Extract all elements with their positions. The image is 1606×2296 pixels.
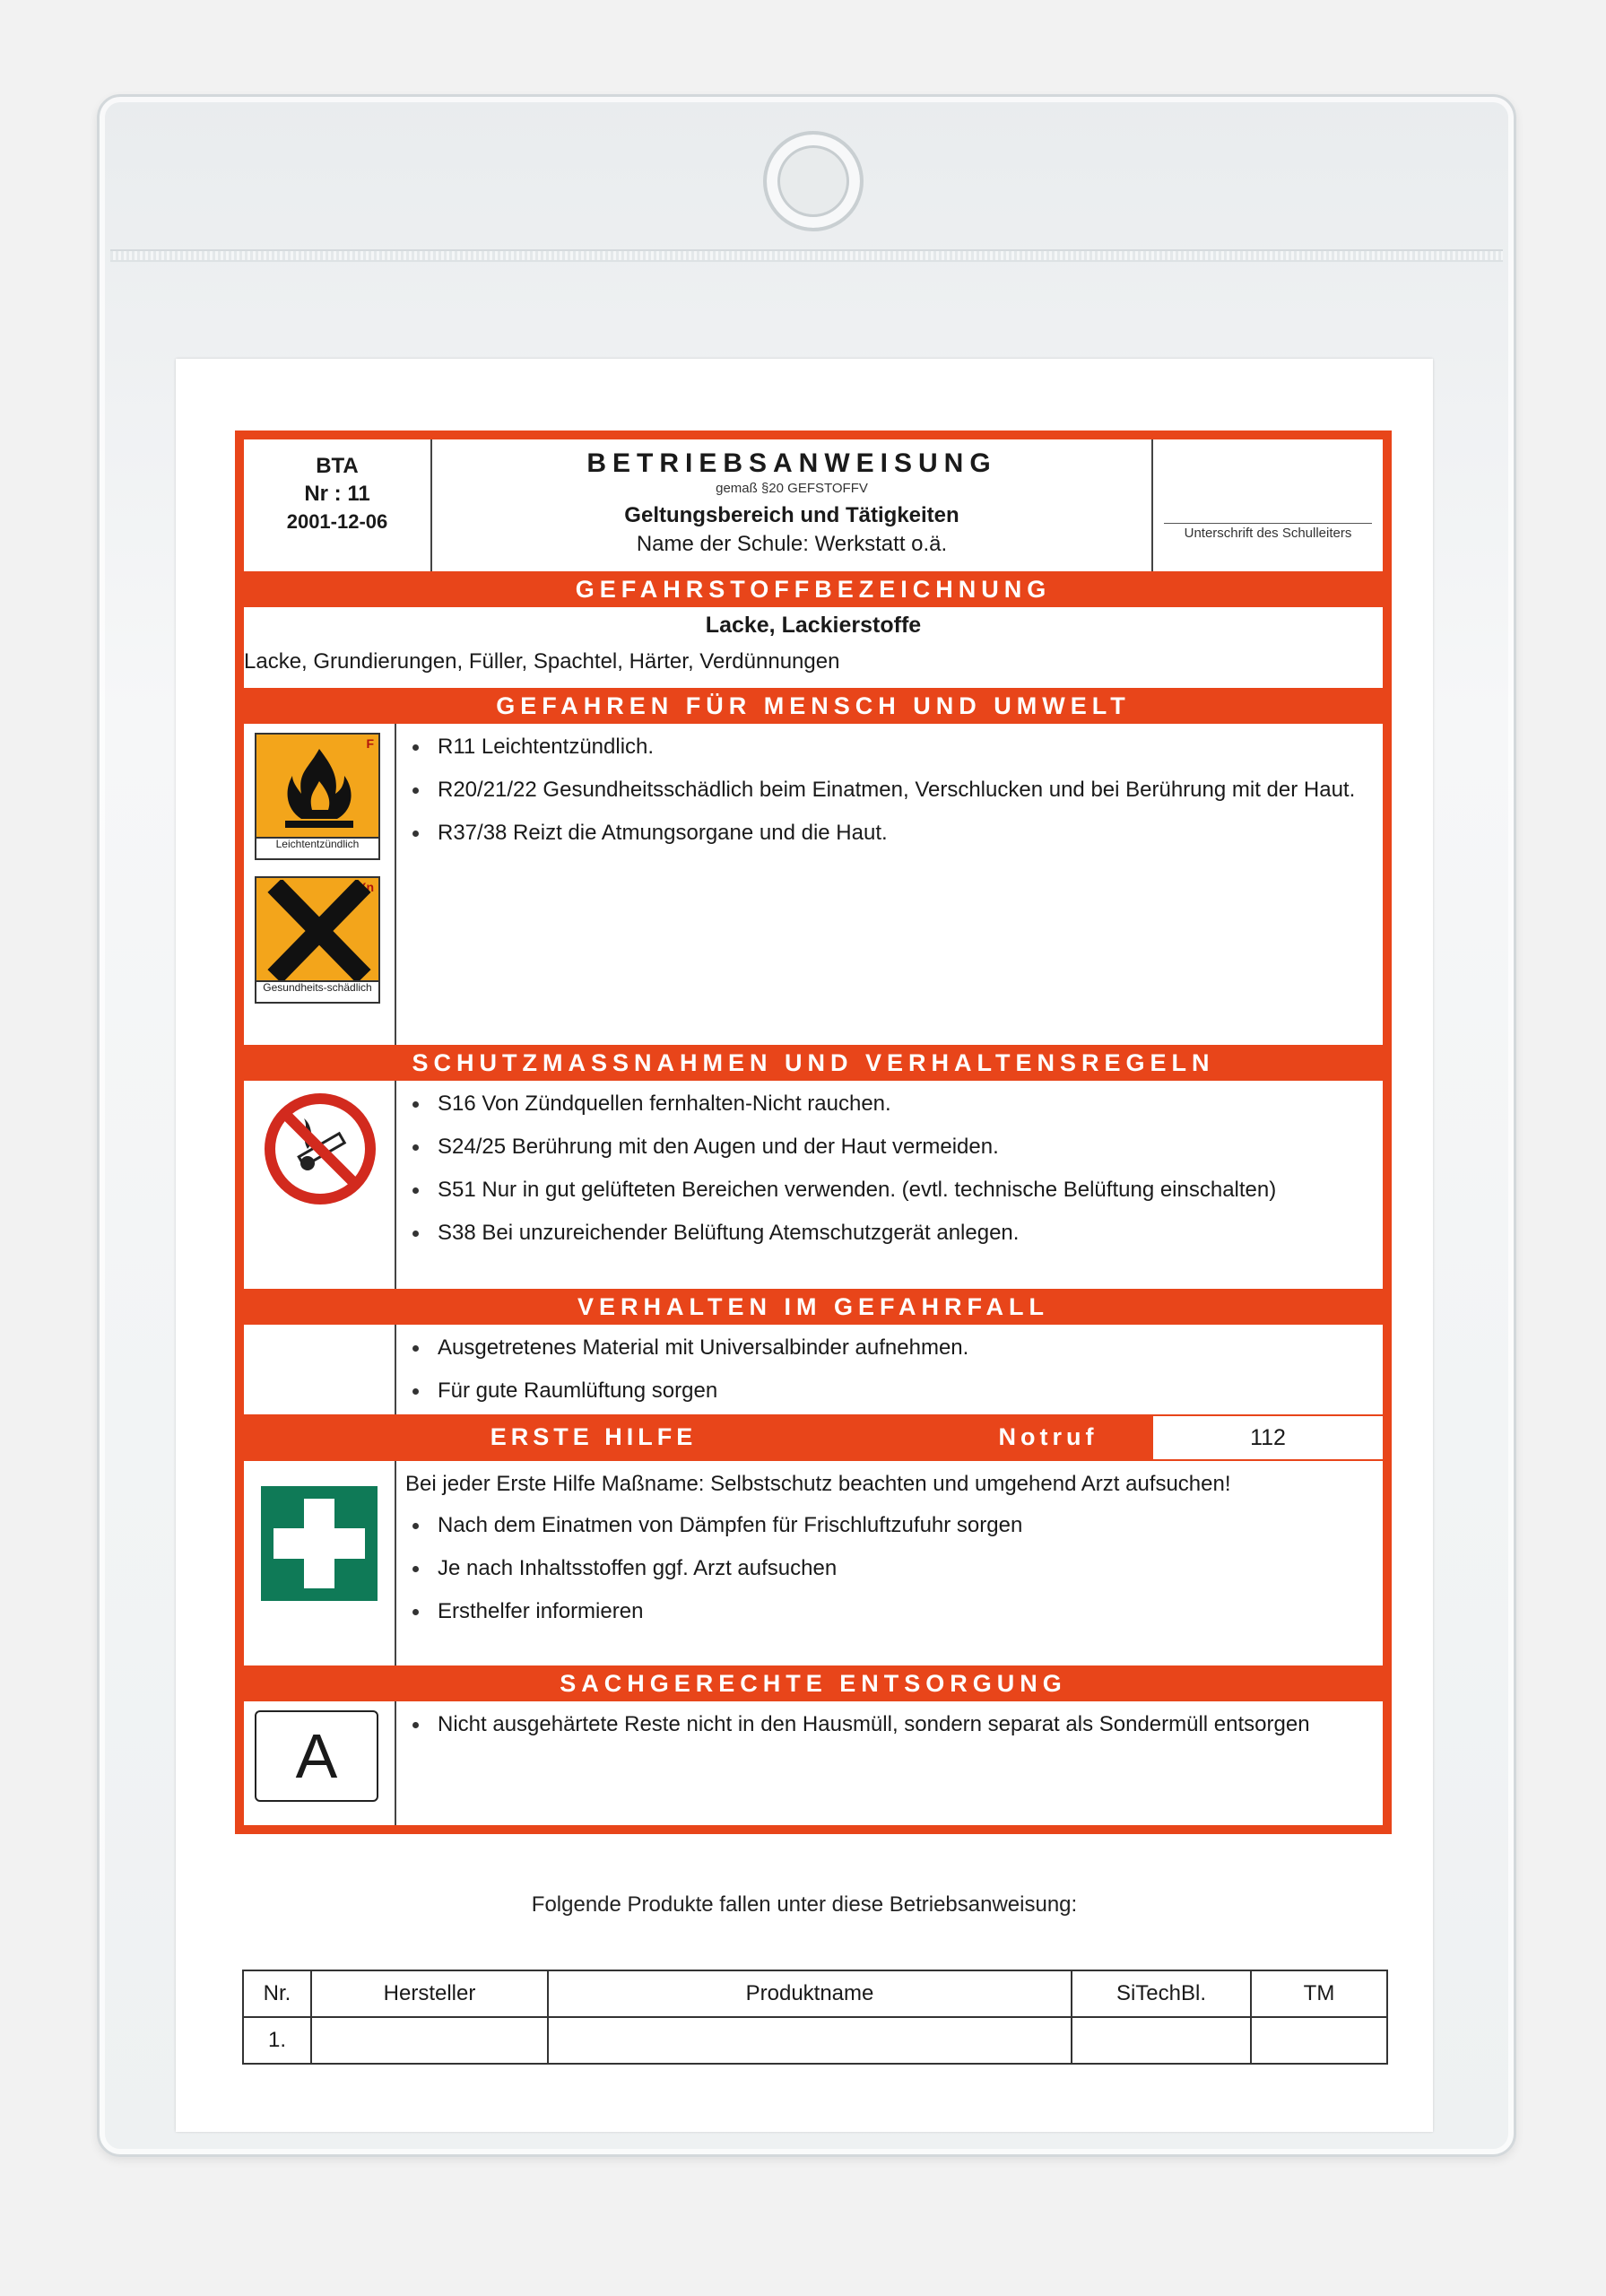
substance-list: Lacke, Grundierungen, Füller, Spachtel, Härter, Verdünnungen: [244, 649, 840, 674]
band-schutz: SCHUTZMASSNAHMEN UND VERHALTENSREGELN: [244, 1045, 1383, 1081]
first-aid-icon: [261, 1486, 378, 1601]
list-item: Ausgetretenes Material mit Universalbinder aufnehmen.: [405, 1334, 1368, 1362]
section-gefahrstoff: [244, 607, 1383, 688]
table-cell[interactable]: [311, 2017, 548, 2064]
table-header-row: [243, 1970, 1387, 2017]
band-verhalten: VERHALTEN IM GEFAHRFALL: [244, 1289, 1383, 1325]
document-subtitle: gemaß §20 GEFSTOFFV: [716, 481, 868, 496]
section-schutz: [244, 1081, 1383, 1289]
x-cross-label: Gesundheits-schädlich: [256, 980, 378, 1002]
first-aid-intro: Bei jeder Erste Hilfe Maßname: Selbstschutz beachten und umgehend Arzt aufsuchen!: [405, 1472, 1231, 1496]
protective-measures: [396, 1081, 1383, 1289]
hanging-hole: [763, 131, 864, 231]
title-block: [432, 439, 1153, 571]
band-gefahren: GEFAHREN FÜR MENSCH UND UMWELT: [244, 688, 1383, 724]
hazard-symbols: [244, 724, 396, 1045]
first-aid-measures: [396, 1461, 1383, 1665]
products-table: [242, 1970, 1388, 2065]
disposal-instructions: [396, 1701, 1383, 1825]
substance-name: Lacke, Lackierstoffe: [705, 613, 922, 638]
form-header: [244, 439, 1383, 571]
bta-block: [244, 439, 432, 571]
table-cell: 1.: [243, 2017, 311, 2064]
list-item: Nicht ausgehärtete Reste nicht in den Hausmüll, sondern separat als Sondermüll entsorgen: [405, 1710, 1368, 1739]
flame-label: Leichtentzündlich: [256, 837, 378, 858]
x-cross-icon: Xn Gesundheits-schädlich: [255, 876, 380, 1004]
bta-number: Nr : 11: [304, 482, 370, 506]
first-aid-title: ERSTE HILFE: [490, 1422, 698, 1450]
list-item: R37/38 Reizt die Atmungsorgane und die Haut.: [405, 819, 1368, 848]
list-item: S38 Bei unzureichender Belüftung Atemschutzgerät anlegen.: [405, 1219, 1368, 1248]
scope-label: Geltungsbereich und Tätigkeiten: [624, 503, 959, 527]
list-item: R20/21/22 Gesundheitsschädlich beim Einatmen, Verschlucken und bei Berührung mit der Haut.: [405, 776, 1368, 804]
hazard-statements: [396, 724, 1383, 1045]
emergency-number: 112: [1153, 1414, 1383, 1459]
table-cell[interactable]: [548, 2017, 1072, 2064]
first-aid-symbol: [244, 1461, 396, 1665]
col-tm: TM: [1251, 1970, 1387, 2017]
band-gefahrstoff: GEFAHRSTOFFBEZEICHNUNG: [244, 571, 1383, 607]
col-produktname: Produktname: [548, 1970, 1072, 2017]
no-smoking-icon: [257, 1086, 383, 1212]
emergency-call-label: Notruf: [998, 1422, 1098, 1450]
col-hersteller: Hersteller: [311, 1970, 548, 2017]
col-nr: Nr.: [243, 1970, 311, 2017]
section-entsorgung: [244, 1701, 1383, 1825]
band-erste-hilfe: [244, 1414, 1383, 1459]
operating-instruction-form: [235, 430, 1392, 1834]
table-cell[interactable]: [1251, 2017, 1387, 2064]
section-verhalten: [244, 1325, 1383, 1414]
list-item: R11 Leichtentzündlich.: [405, 733, 1368, 761]
bta-label: BTA: [316, 454, 359, 478]
section-gefahren: [244, 724, 1383, 1045]
list-item: Je nach Inhaltsstoffen ggf. Arzt aufsuchen: [405, 1554, 1368, 1583]
sleeve-seal: [110, 249, 1503, 262]
disposal-letter-box: A: [255, 1710, 378, 1802]
signature-label: Unterschrift des Schulleiters: [1164, 523, 1372, 541]
empty-symbol-cell: [244, 1325, 396, 1414]
emergency-behaviour: [396, 1325, 1383, 1414]
list-item: S51 Nur in gut gelüfteten Bereichen verwenden. (evtl. technische Belüftung einschalten): [405, 1176, 1368, 1205]
list-item: S16 Von Zündquellen fernhalten-Nicht rauchen.: [405, 1090, 1368, 1118]
section-erste-hilfe: [244, 1459, 1383, 1665]
table-row: [243, 2017, 1387, 2064]
flame-icon: F Leichtentzündlich: [255, 733, 380, 860]
disposal-symbol: [244, 1701, 396, 1825]
prohibition-symbol: [244, 1081, 396, 1289]
products-intro: Folgende Produkte fallen unter diese Betriebsanweisung:: [531, 1892, 1078, 1917]
list-item: S24/25 Berührung mit den Augen und der Haut vermeiden.: [405, 1133, 1368, 1161]
list-item: Nach dem Einatmen von Dämpfen für Frischluftzufuhr sorgen: [405, 1511, 1368, 1540]
document-sheet: [176, 359, 1433, 2132]
school-name: Name der Schule: Werkstatt o.ä.: [636, 532, 948, 556]
band-entsorgung: SACHGERECHTE ENTSORGUNG: [244, 1665, 1383, 1701]
document-title: BETRIEBSANWEISUNG: [586, 448, 997, 478]
table-cell[interactable]: [1072, 2017, 1251, 2064]
bta-date: 2001-12-06: [286, 510, 388, 533]
list-item: Ersthelfer informieren: [405, 1597, 1368, 1626]
list-item: Für gute Raumlüftung sorgen: [405, 1377, 1368, 1405]
col-sitechbl: SiTechBl.: [1072, 1970, 1251, 2017]
signature-block: [1153, 439, 1383, 571]
